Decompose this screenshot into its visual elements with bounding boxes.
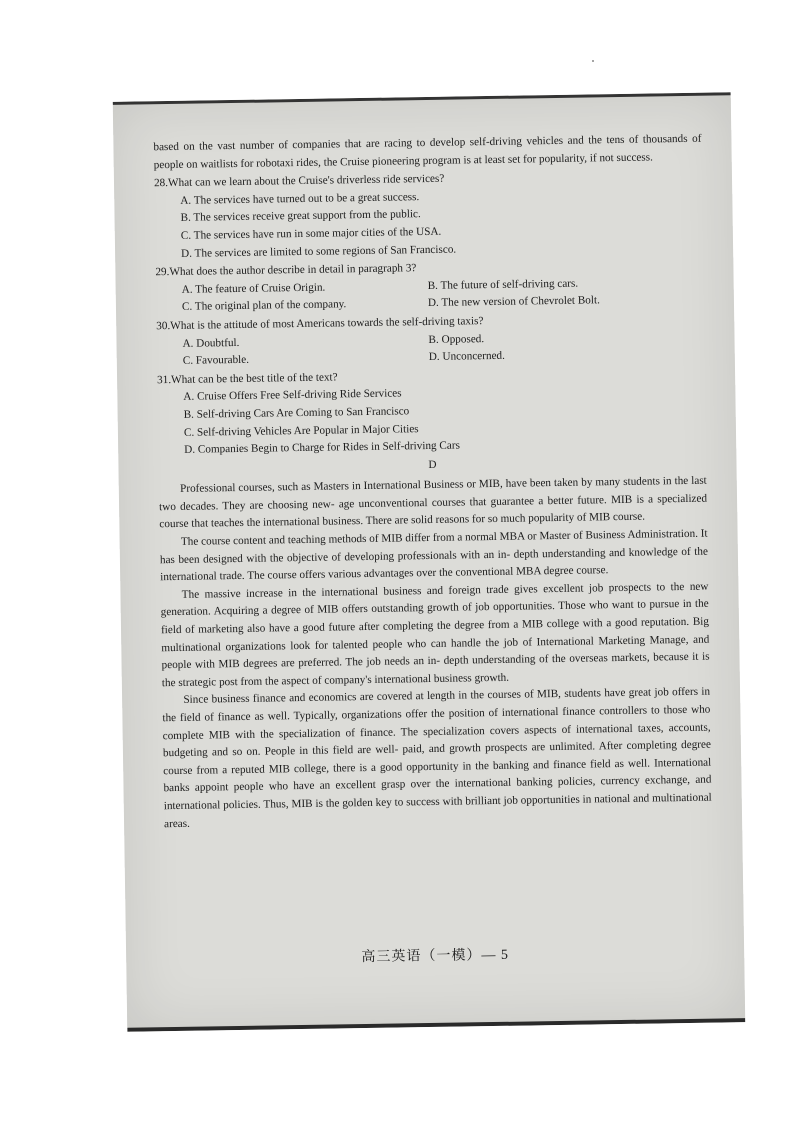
option-b: B. Opposed.: [428, 332, 485, 346]
passage-d-paragraph-3: The massive increase in the international business and foreign trade gives excellent job prospects to the new generation. Acquiring a degree of MIB offers outstanding growth of job opportunities. Those who want to pursue in the field of marketing also have a good future after completing the degree from a MIB college with a good reputation. Big multinational organizations look for talented people who can handle the job of International Marketing Manage, and people with MIB degrees are preferred. The job needs an in- depth understanding of the overseas markets, because it is the strategic post from the aspect of company's international business growth.: [160, 580, 710, 690]
option-d: D. Companies Begin to Charge for Rides in Self-driving Cars: [184, 439, 460, 456]
question-stem: 29.What does the author describe in detail in paragraph 3?: [155, 262, 417, 279]
option-b: B. The future of self-driving cars.: [427, 277, 579, 292]
option-a: A. The services have turned out to be a great success.: [180, 190, 420, 207]
option-a: A. Cruise Offers Free Self-driving Ride Services: [183, 387, 402, 404]
scan-speck: [592, 60, 594, 62]
option-a: A. The feature of Cruise Origin.: [181, 281, 326, 296]
option-c: C. Self-driving Vehicles Are Popular in Major Cities: [183, 422, 419, 439]
page-bottom-edge: [127, 1018, 745, 1032]
option-c: C. The services have run in some major cities of the USA.: [180, 225, 442, 242]
scanned-exam-page: [113, 92, 746, 1032]
option-d: D. The services are limited to some regions of San Francisco.: [181, 243, 457, 260]
question-30: [156, 310, 705, 371]
question-stem: 28.What can we learn about the Cruise's driverless ride services?: [153, 172, 445, 190]
question-stem: 30.What is the attitude of most Americans towards the self-driving taxis?: [156, 315, 484, 333]
question-31: [157, 363, 706, 460]
passage-c-ending: based on the vast number of companies that are racing to develop self-driving vehicles and the tens of thousands of people on waitlists for robotaxi rides, the Cruise pioneering program is at least set for popularity, if not success.: [153, 132, 702, 171]
section-heading-d: D: [428, 458, 437, 471]
question-stem: 31.What can be the best title of the text?: [157, 371, 338, 386]
option-b: B. Self-driving Cars Are Coming to San Francisco: [183, 405, 410, 421]
page-top-edge: [113, 92, 731, 105]
page-content: [153, 131, 712, 834]
passage-d-paragraph-1: Professional courses, such as Masters in International Business or MIB, have been taken by many students in the last two decades. They are choosing new- age unconventional courses that guarantee a better future. MIB is a specialized course that teaches the international business. There are solid reasons for so much popularity of MIB course.: [159, 474, 708, 531]
passage-d-paragraph-2: The course content and teaching methods of MIB differ from a normal MBA or Master of Business Administration. It has been designed with the objective of developing professionals with an in- depth understanding and knowledge of the international trade. The course offers various advantages over the conventional MBA degree course.: [159, 527, 708, 584]
question-29: [155, 256, 704, 317]
option-a: A. Doubtful.: [182, 336, 240, 350]
option-b: B. The services receive great support from the public.: [180, 208, 421, 225]
option-d: D. The new version of Chevrolet Bolt.: [427, 294, 600, 310]
option-d: D. Unconcerned.: [428, 349, 505, 364]
page-footer: 高三英语（一模）— 5: [361, 947, 510, 966]
question-28: [154, 167, 703, 264]
passage-d-paragraph-4: Since business finance and economics are covered at length in the courses of MIB, students have great job offers in the field of finance as well. Typically, organizations offer the position of international finance controllers to those who complete MIB with the specialization of finance. The specialization covers aspects of international taxes, accounts, budgeting and so on. People in this field are well- paid, and growth prospects are unlimited. After completing degree course from a reputed MIB college, there is a good opportunity in the banking and finance field as well. International banks appoint people who have an excellent grasp over the international banking policies, currency exchange, and international policies. Thus, MIB is the golden key to success with brilliant job opportunities in national and multinational areas.: [162, 686, 712, 830]
option-c: C. Favourable.: [182, 353, 250, 367]
option-c: C. The original plan of the company.: [181, 298, 347, 314]
